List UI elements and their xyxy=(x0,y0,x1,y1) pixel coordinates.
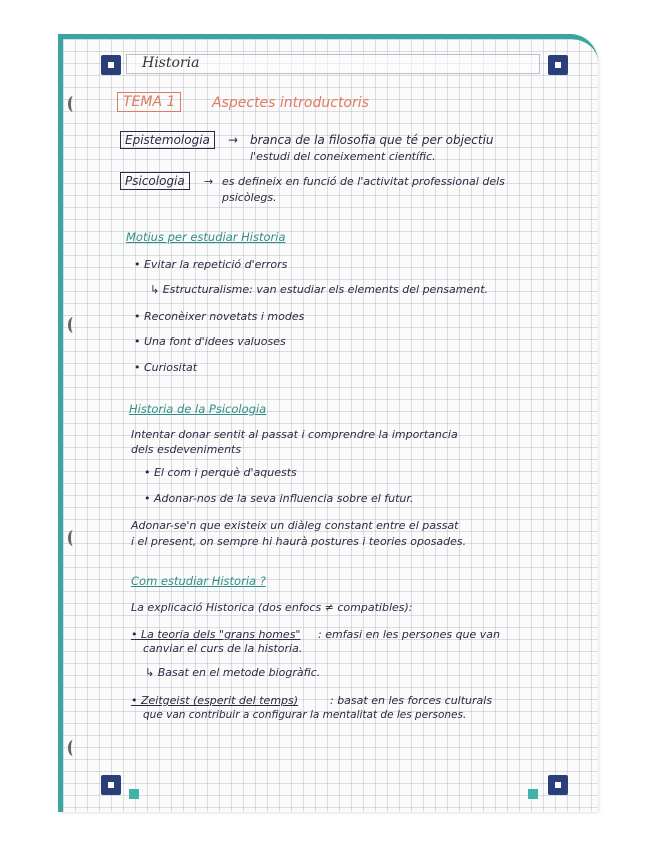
notebook-logo-icon xyxy=(101,55,121,75)
teal-square-decoration xyxy=(129,789,139,799)
paragraph-line: La explicació Historica (dos enfocs ≠ compatibles): xyxy=(131,601,413,614)
list-subitem: ↳ Basat en el metode biogràfic. xyxy=(145,666,321,679)
paragraph-line: i el present, on sempre hi haurà postures i teories oposades. xyxy=(131,535,467,548)
binder-hole-4 xyxy=(68,740,78,756)
notebook-logo-icon xyxy=(548,775,568,795)
list-item: • Evitar la repetició d'errors xyxy=(134,258,288,271)
definition-arrow: → xyxy=(204,175,214,188)
section-heading-com-estudiar: Com estudiar Historia ? xyxy=(131,574,266,588)
list-item-text: : basat en les forces culturals xyxy=(330,694,493,707)
list-item: • Curiositat xyxy=(134,361,198,374)
section-heading-motius: Motius per estudiar Historia xyxy=(126,230,286,244)
list-item: • Reconèixer novetats i modes xyxy=(134,310,305,323)
definition-term-psicologia: Psicologia xyxy=(120,172,190,190)
notebook-logo-icon xyxy=(548,55,568,75)
paragraph-line: Intentar donar sentit al passat i comprendre la importancia xyxy=(131,428,458,441)
definition-arrow: → xyxy=(228,133,239,147)
definition-text-line: psicòlegs. xyxy=(222,191,277,204)
list-item-text: : emfasi en les persones que van xyxy=(318,628,501,641)
list-subitem: ↳ Estructuralisme: van estudiar els elements del pensament. xyxy=(150,283,489,296)
definition-text-line: l'estudi del coneixement científic. xyxy=(250,150,436,163)
binder-hole-3 xyxy=(68,530,78,546)
list-item-label: • La teoria dels "grans homes" xyxy=(131,628,301,641)
list-item: • Adonar-nos de la seva influencia sobre el futur. xyxy=(144,492,414,505)
topic-tag: TEMA 1 xyxy=(117,92,181,112)
section-heading-historia-psicologia: Historia de la Psicologia xyxy=(129,402,267,416)
definition-text-line: es defineix en funció de l'activitat professional dels xyxy=(222,175,505,188)
list-item: • El com i perquè d'aquests xyxy=(144,466,297,479)
paragraph-line: dels esdeveniments xyxy=(131,443,242,456)
paragraph-line: Adonar-se'n que existeix un diàleg constant entre el passat xyxy=(131,519,459,532)
list-item: • Una font d'idees valuoses xyxy=(134,335,286,348)
binder-hole-2 xyxy=(68,317,78,333)
list-item-text: que van contribuir a configurar la mentalitat de les persones. xyxy=(143,709,467,721)
binder-hole-1 xyxy=(68,96,78,112)
list-item-text: canviar el curs de la historia. xyxy=(143,642,303,655)
topic-title: Aspectes introductoris xyxy=(212,95,369,111)
page-title: Historia xyxy=(142,55,200,71)
definition-text-line: branca de la filosofia que té per objectiu xyxy=(250,133,494,147)
notebook-logo-icon xyxy=(101,775,121,795)
list-item-label: • Zeitgeist (esperit del temps) xyxy=(131,694,299,707)
definition-term-epistemologia: Epistemologia xyxy=(120,131,215,149)
teal-square-decoration xyxy=(528,789,538,799)
